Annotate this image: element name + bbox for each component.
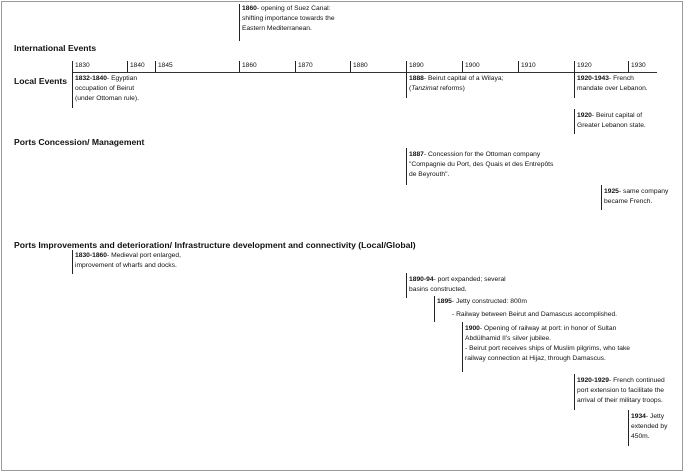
event-text: Abdülhamid II's silver jubilee. xyxy=(465,335,552,342)
event-marker-line xyxy=(406,273,407,298)
event-marker-line xyxy=(406,72,407,98)
event-text: arrival of their military troops. xyxy=(577,397,663,404)
heading-ports-improvements: Ports Improvements and deterioration/ Infrastructure development and connectivity (Local/Global) xyxy=(14,240,416,250)
event-text: extended by xyxy=(631,423,668,430)
event-greater-lebanon xyxy=(577,111,646,131)
event-text: 450m. xyxy=(631,433,650,440)
event-year: 1888 xyxy=(409,75,424,82)
event-suez-canal xyxy=(242,4,335,34)
timeline-axis xyxy=(72,72,657,73)
event-text: - French xyxy=(608,75,634,82)
axis-tick xyxy=(350,61,351,72)
event-marker-line xyxy=(239,4,240,41)
event-text: reforms) xyxy=(438,85,465,92)
event-marker-line xyxy=(72,250,73,274)
axis-year-label: 1920 xyxy=(577,62,592,69)
event-text: - Jetty xyxy=(645,413,665,420)
event-port-expanded xyxy=(409,275,506,295)
heading-international-events: International Events xyxy=(14,43,97,53)
event-jetty-1934 xyxy=(631,412,667,442)
event-text: ( xyxy=(409,85,412,92)
axis-tick xyxy=(406,61,407,72)
axis-tick xyxy=(155,61,156,72)
axis-tick xyxy=(628,61,629,72)
event-marker-line xyxy=(462,322,463,372)
event-marker-line xyxy=(574,109,575,134)
event-text: (under Ottoman rule). xyxy=(75,95,139,102)
axis-year-label: 1880 xyxy=(353,62,368,69)
axis-year-label: 1900 xyxy=(465,62,480,69)
event-text: improvement of wharfs and docks. xyxy=(75,262,177,269)
event-text: - Beirut capital of xyxy=(591,112,643,119)
event-marker-line xyxy=(574,72,575,98)
axis-year-label: 1840 xyxy=(130,62,145,69)
event-text: shifting importance towards the xyxy=(242,15,335,22)
event-text: - opening of Suez Canal: xyxy=(256,5,331,12)
event-marker-line xyxy=(434,296,435,322)
event-jetty-1895 xyxy=(437,297,617,320)
axis-year-label: 1910 xyxy=(521,62,536,69)
event-marker-line xyxy=(406,148,407,185)
event-text: - French continued xyxy=(608,377,665,384)
axis-year-label: 1845 xyxy=(158,62,173,69)
event-year: 1920-1943 xyxy=(577,75,609,82)
event-year: 1895 xyxy=(437,298,452,305)
event-concession-1887 xyxy=(409,150,553,180)
event-marker-line xyxy=(72,72,73,108)
axis-tick xyxy=(295,61,296,72)
event-year: 1887 xyxy=(409,151,424,158)
event-text: - port expanded; several xyxy=(433,276,506,283)
event-text: - Beirut capital of a Wilaya; xyxy=(423,75,504,82)
axis-tick xyxy=(518,61,519,72)
event-text: occupation of Beirut xyxy=(75,85,135,92)
event-year: 1920 xyxy=(577,112,592,119)
event-french-mandate xyxy=(577,74,648,94)
event-year: 1934 xyxy=(631,413,646,420)
axis-tick xyxy=(574,61,575,72)
event-text: - Egyptian xyxy=(106,75,138,82)
event-egyptian-occupation xyxy=(75,74,139,104)
axis-tick xyxy=(239,61,240,72)
axis-year-label: 1860 xyxy=(242,62,257,69)
heading-local-events: Local Events xyxy=(14,76,68,86)
event-year: 1925 xyxy=(604,188,619,195)
axis-tick xyxy=(72,61,73,72)
event-text: "Compagnie du Port, des Quais et des Entrepôts xyxy=(409,161,554,168)
axis-year-label: 1930 xyxy=(631,62,646,69)
axis-tick xyxy=(127,61,128,72)
event-year: 1832-1840 xyxy=(75,75,107,82)
event-year: 1890-94 xyxy=(409,276,434,283)
event-text: basins constructed. xyxy=(409,286,467,293)
event-text: - Concession for the Ottoman company xyxy=(423,151,541,158)
event-text: mandate over Lebanon. xyxy=(577,85,648,92)
event-text: Eastern Mediterranean. xyxy=(242,25,312,32)
event-marker-line xyxy=(574,374,575,410)
event-year: 1830-1860 xyxy=(75,252,107,259)
event-text: became French. xyxy=(604,198,653,205)
event-text: - Beirut port receives ships of Muslim pilgrims, who take xyxy=(465,345,631,352)
heading-ports-concession: Ports Concession/ Management xyxy=(14,137,145,147)
event-year: 1920-1929 xyxy=(577,377,609,384)
event-french-extension xyxy=(577,376,665,406)
event-text: railway connection at Hijaz, through Damascus. xyxy=(465,355,606,362)
event-text: port extension to facilitate the xyxy=(577,387,664,394)
event-marker-line xyxy=(628,410,629,446)
event-railway-1900 xyxy=(465,324,630,364)
event-text: - Railway between Beirut and Damascus accomplished. xyxy=(452,311,618,318)
event-year: 1900 xyxy=(465,325,480,332)
event-text-italic: Tanzimat xyxy=(411,85,439,92)
event-text: - Jetty constructed: 800m xyxy=(451,298,527,305)
event-text: - Medieval port enlarged, xyxy=(106,252,181,259)
event-text: Greater Lebanon state. xyxy=(577,122,646,129)
axis-tick xyxy=(462,61,463,72)
event-concession-1925 xyxy=(604,187,668,207)
event-text: - Opening of railway at port: in honor of Sultan xyxy=(479,325,617,332)
axis-year-label: 1830 xyxy=(75,62,90,69)
event-medieval-port xyxy=(75,251,181,271)
event-text: - same company xyxy=(618,188,669,195)
event-year: 1860 xyxy=(242,5,257,12)
event-marker-line xyxy=(601,185,602,210)
axis-year-label: 1870 xyxy=(298,62,313,69)
axis-year-label: 1890 xyxy=(409,62,424,69)
event-text: de Beyrouth". xyxy=(409,171,450,178)
event-beirut-wilaya xyxy=(409,74,503,94)
